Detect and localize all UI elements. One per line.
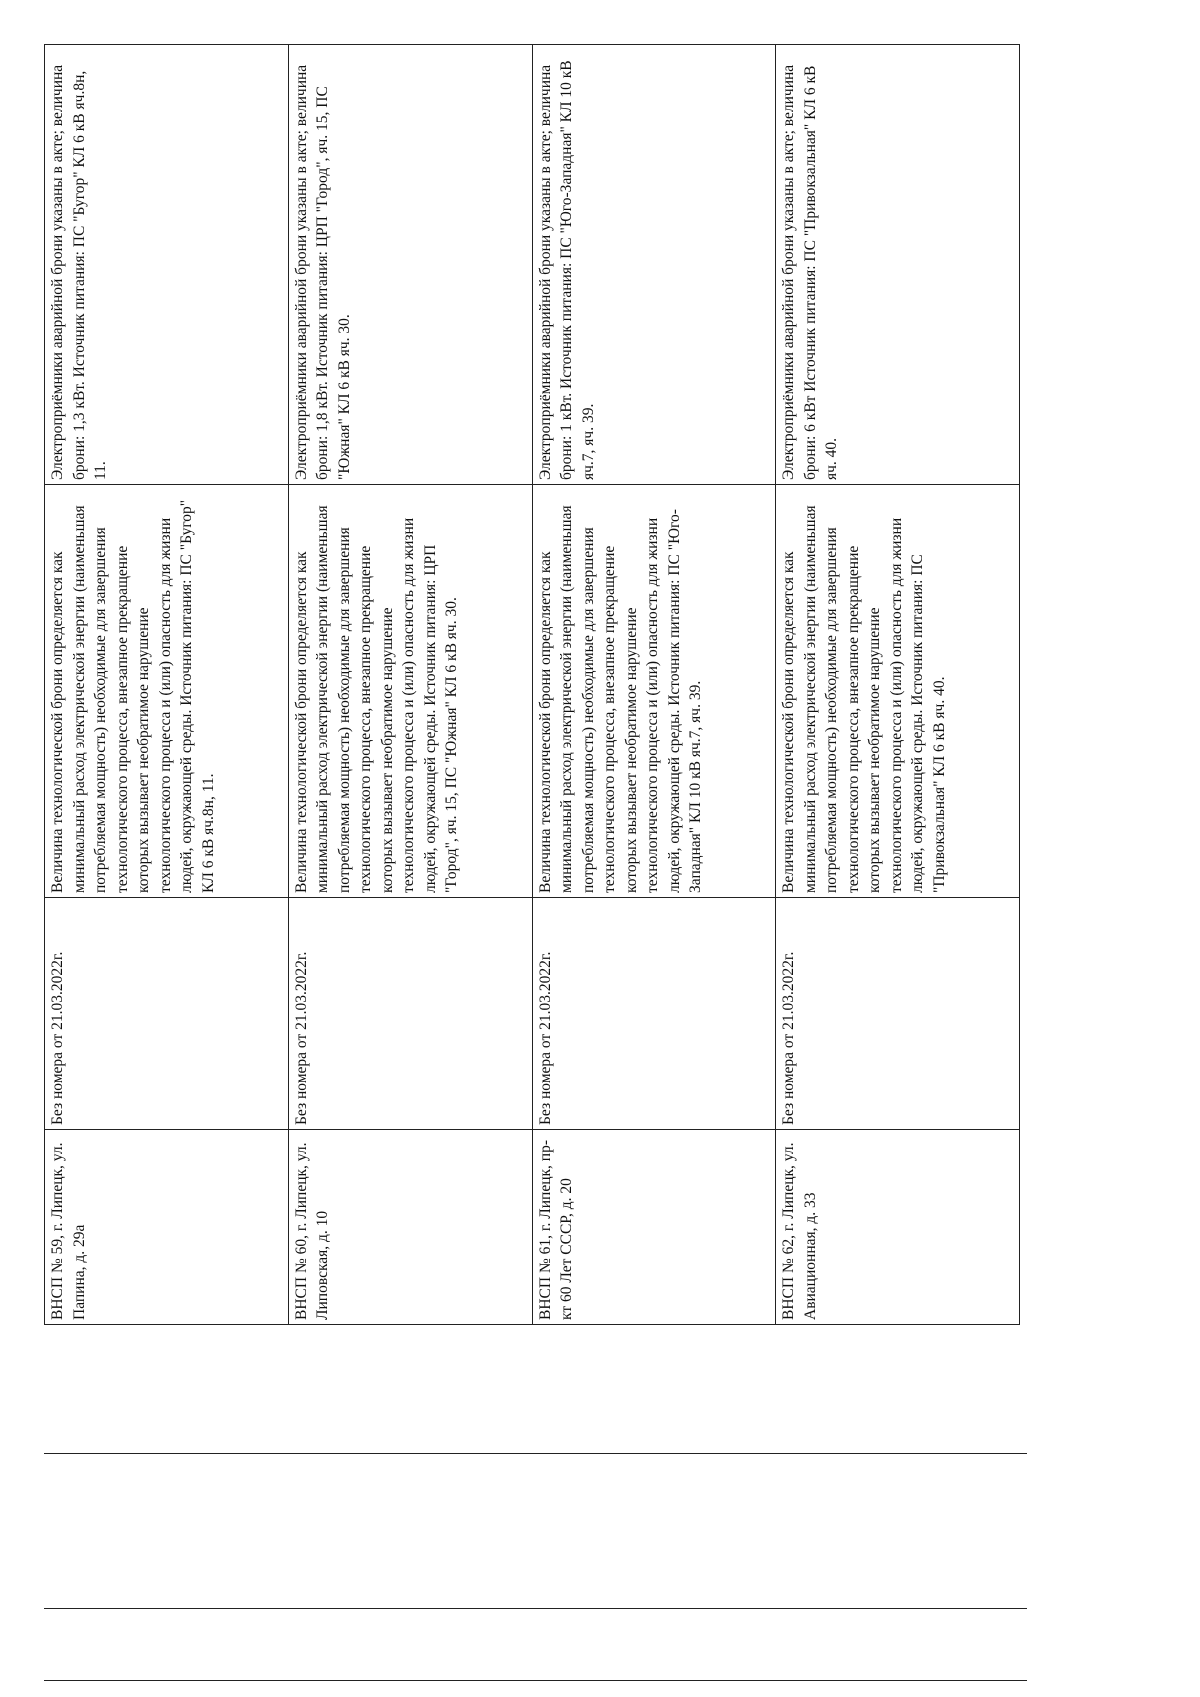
act-cell: Без номера от 21.03.2022г. — [776, 898, 1020, 1130]
object-cell: ВНСП № 62, г. Липецк, ул. Авиационная, д. 33 — [776, 1130, 1020, 1325]
tech-reserve-cell: Величина технологической брони определяется как минимальный расход электрической энергии (наименьшая потребляемая мощность) необходимые для завершения технологического процесса, внезапное прекращение которых вызывает необратимое нарушение технологического процесса и (или) опасность для жизни людей, окружающей среды. Источник питания: ПС "Бугор" КЛ 6 кВ яч.8н, 11. — [45, 485, 289, 898]
divider-line — [44, 1453, 1027, 1454]
tech-reserve-cell: Величина технологической брони определяется как минимальный расход электрической энергии (наименьшая потребляемая мощность) необходимые для завершения технологического процесса, внезапное прекращение которых вызывает необратимое нарушение технологического процесса и (или) опасность для жизни людей, окружающей среды. Источник питания: ПС "Привокзальная" КЛ 6 кВ яч. 40. — [776, 485, 1020, 898]
tech-reserve-cell: Величина технологической брони определяется как минимальный расход электрической энергии (наименьшая потребляемая мощность) необходимые для завершения технологического процесса, внезапное прекращение которых вызывает необратимое нарушение технологического процесса и (или) опасность для жизни людей, окружающей среды. Источник питания: ЦРП "Город", яч. 15, ПС "Южная" КЛ 6 кВ яч. 30. — [288, 485, 532, 898]
act-cell: Без номера от 21.03.2022г. — [532, 898, 776, 1130]
table-row — [45, 45, 289, 1325]
divider-line — [44, 1608, 1027, 1609]
emergency-reserve-cell: Электроприёмники аварийной брони указаны в акте; величина брони: 6 кВт Источник питания: ПС "Привокзальная" КЛ 6 кВ яч. 40. — [776, 45, 1020, 485]
rotated-table-wrapper — [44, 45, 1019, 1325]
object-cell: ВНСП № 59, г. Липецк, ул. Папина, д. 29а — [45, 1130, 289, 1325]
act-cell: Без номера от 21.03.2022г. — [288, 898, 532, 1130]
object-cell: ВНСП № 61, г. Липецк, пр-кт 60 Лет СССР, д. 20 — [532, 1130, 776, 1325]
table-row — [288, 45, 532, 1325]
emergency-reserve-cell: Электроприёмники аварийной брони указаны в акте; величина брони: 1,8 кВт. Источник питания: ЦРП "Город", яч. 15, ПС "Южная" КЛ 6 кВ яч. 30. — [288, 45, 532, 485]
table-row — [532, 45, 776, 1325]
emergency-reserve-cell: Электроприёмники аварийной брони указаны в акте; величина брони: 1,3 кВт. Источник питания: ПС "Бугор" КЛ 6 кВ яч.8н, 11. — [45, 45, 289, 485]
tech-reserve-cell: Величина технологической брони определяется как минимальный расход электрической энергии (наименьшая потребляемая мощность) необходимые для завершения технологического процесса, внезапное прекращение которых вызывает необратимое нарушение технологического процесса и (или) опасность для жизни людей, окружающей среды. Источник питания: ПС "Юго-Западная" КЛ 10 кВ яч.7, яч. 39. — [532, 485, 776, 898]
table-row — [776, 45, 1020, 1325]
divider-line — [44, 1680, 1027, 1681]
emergency-reserve-cell: Электроприёмники аварийной брони указаны в акте; величина брони: 1 кВт. Источник питания: ПС "Юго-Западная" КЛ 10 кВ яч.7, яч. 39. — [532, 45, 776, 485]
object-cell: ВНСП № 60, г. Липецк, ул. Липовская, д. 10 — [288, 1130, 532, 1325]
reserve-table — [44, 44, 1020, 1325]
act-cell: Без номера от 21.03.2022г. — [45, 898, 289, 1130]
